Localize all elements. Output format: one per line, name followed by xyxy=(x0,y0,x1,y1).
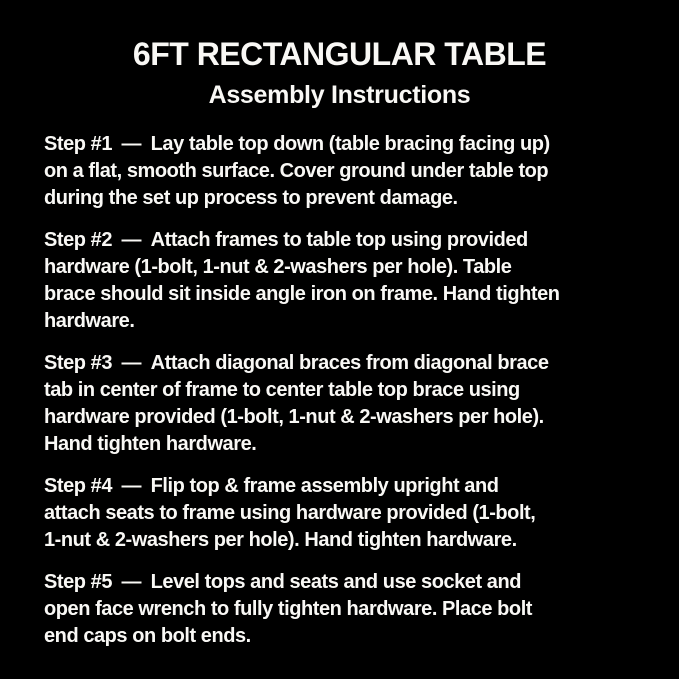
steps-list xyxy=(0,131,679,650)
step-1-text: Step #1 — Lay table top down (table bracing facing up) on a flat, smooth surface. Cover ground under table top during the set up process to prevent damage. xyxy=(44,133,550,209)
page-title: 6FT RECTANGULAR TABLE xyxy=(132,36,547,72)
step-5-text: Step #5 — Level tops and seats and use socket and open face wrench to fully tighten hardware. Place bolt end caps on bolt ends. xyxy=(44,571,533,647)
step-4-text: Step #4 — Flip top & frame assembly upright and attach seats to frame using hardware provided (1-bolt, 1-nut & 2-washers per hole). Hand tighten hardware. xyxy=(44,475,536,551)
page-subtitle: Assembly Instructions xyxy=(208,81,471,109)
step-3-text: Step #3 — Attach diagonal braces from diagonal brace tab in center of frame to center table top brace using hardware provided (1-bolt, 1-nut & 2-washers per hole). Hand tighten hardware. xyxy=(44,352,549,455)
step-2-text: Step #2 — Attach frames to table top using provided hardware (1-bolt, 1-nut & 2-washers per hole). Table brace should sit inside angle iron on frame. Hand tighten hardware. xyxy=(44,229,560,332)
